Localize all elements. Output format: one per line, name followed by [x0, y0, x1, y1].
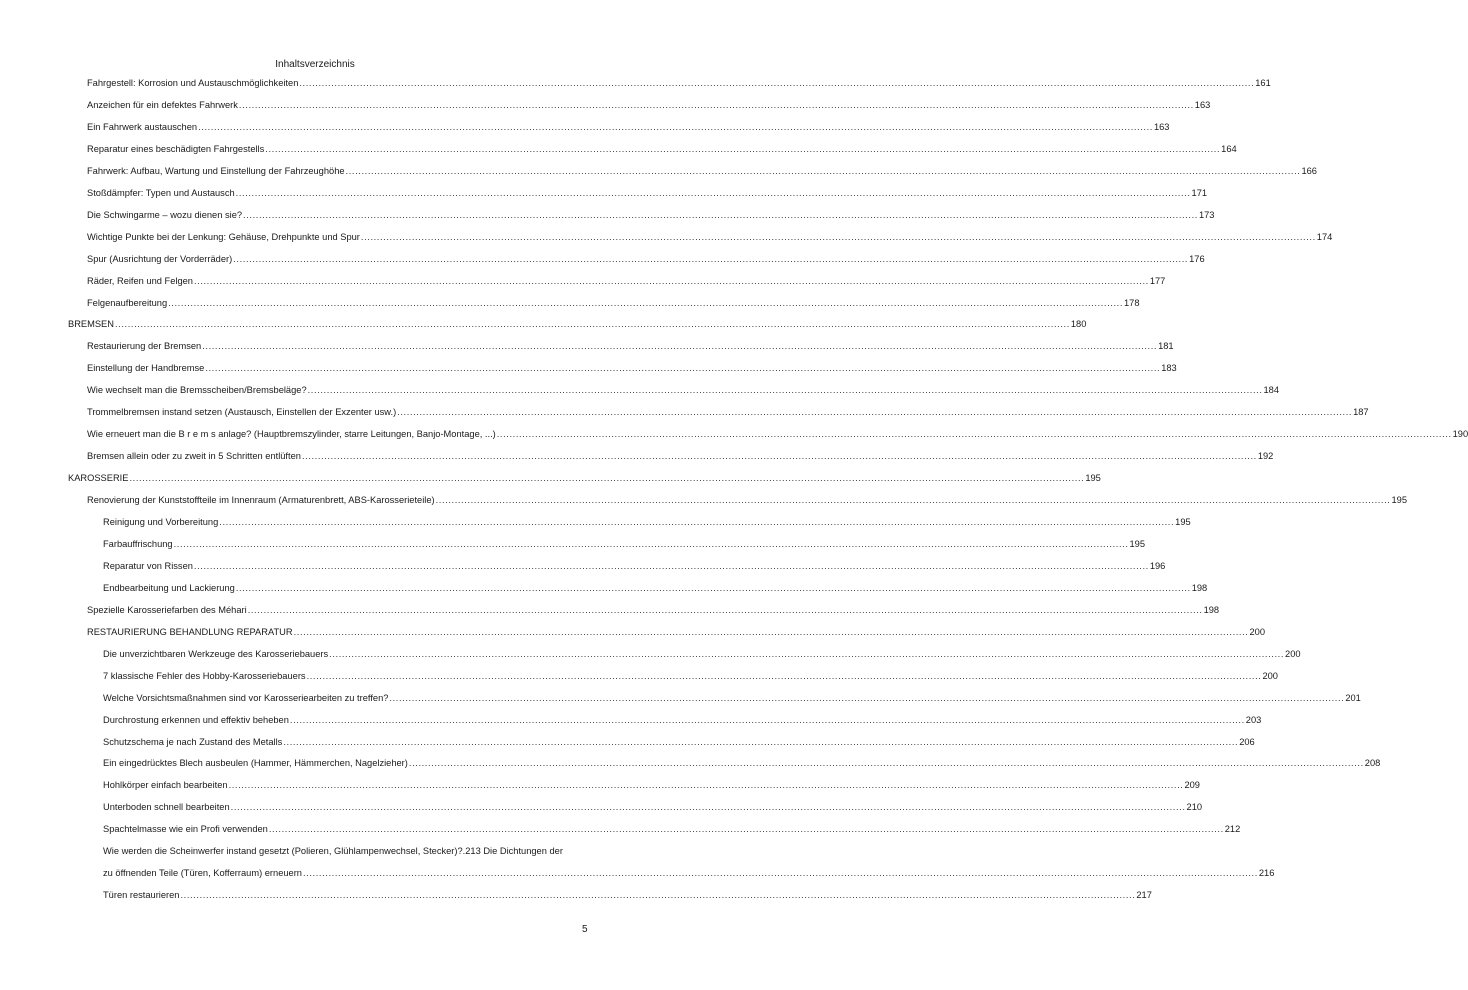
toc-entry[interactable]: [87, 604, 1220, 616]
toc-entry-title: Wichtige Punkte bei der Lenkung: Gehäuse, Drehpunkte und Spur: [87, 232, 360, 242]
toc-entry-title: Die Schwingarme – wozu dienen sie?: [87, 210, 243, 220]
toc-entry-page: 180: [1070, 319, 1087, 329]
toc-leader-dots: ............................................................................................................................................................................................................................................................................................................: [283, 737, 1239, 747]
toc-entry[interactable]: [87, 99, 1211, 111]
toc-entry-page: 217: [1136, 890, 1152, 900]
toc-entry-page: 166: [1301, 166, 1317, 176]
toc-entry-page: 171: [1191, 188, 1208, 198]
toc-entry-page: 200: [1262, 671, 1278, 681]
toc-entry[interactable]: [103, 714, 1262, 726]
toc-leader-dots: ............................................................................................................................................................................................................................................................................................................: [408, 758, 1364, 768]
toc-entry-page: 183: [1161, 363, 1177, 373]
toc-entry-page: 195: [1391, 495, 1407, 505]
toc-leader-dots: ............................................................................................................................................................................................................................................................................................................: [235, 188, 1191, 198]
toc-entry[interactable]: [87, 450, 1274, 462]
toc-entry-page: 196: [1149, 561, 1166, 571]
toc-entry[interactable]: [103, 516, 1191, 528]
toc-leader-dots: ............................................................................................................................................................................................................................................................................................................: [173, 539, 1129, 549]
toc-entry-page: 195: [1129, 539, 1146, 549]
toc-entry-page: 173: [1198, 210, 1215, 220]
toc-entry-title: Reparatur von Rissen: [103, 561, 193, 571]
toc-entry[interactable]: [87, 165, 1317, 177]
toc-entry[interactable]: [103, 560, 1166, 572]
toc-entry[interactable]: [103, 736, 1255, 748]
toc-entry-title: Bremsen allein oder zu zweit in 5 Schritten entlüften: [87, 451, 301, 461]
toc-leader-dots: ............................................................................................................................................................................................................................................................................................................: [230, 802, 1186, 812]
toc-entry-title: Reparatur eines beschädigten Fahrgestells: [87, 144, 265, 154]
toc-entry[interactable]: [103, 538, 1146, 550]
toc-leader-dots: ............................................................................................................................................................................................................................................................................................................: [306, 671, 1262, 681]
toc-leader-dots: ............................................................................................................................................................................................................................................................................................................: [202, 341, 1158, 351]
toc-leader-dots: ............................................................................................................................................................................................................................................................................................................: [228, 780, 1184, 790]
toc-leader-dots: ............................................................................................................................................................................................................................................................................................................: [198, 122, 1153, 132]
toc-leader-dots: ............................................................................................................................................................................................................................................................................................................: [389, 693, 1345, 703]
toc-entry[interactable]: [103, 582, 1208, 594]
toc-leader-dots: ............................................................................................................................................................................................................................................................................................................: [496, 429, 1452, 439]
toc-leader-dots: ............................................................................................................................................................................................................................................................................................................: [268, 824, 1224, 834]
toc-entry[interactable]: [87, 187, 1208, 199]
toc-leader-dots: ............................................................................................................................................................................................................................................................................................................: [360, 232, 1316, 242]
toc-entry[interactable]: [87, 406, 1369, 418]
toc-entry-title: Hohlkörper einfach bearbeiten: [103, 780, 228, 790]
toc-entry-page: 176: [1189, 254, 1205, 264]
toc-entry[interactable]: [103, 823, 1241, 835]
toc-entry[interactable]: [103, 779, 1200, 791]
toc-entry-page: 178: [1124, 298, 1140, 308]
toc-entry-page: 201: [1345, 693, 1361, 703]
toc-leader-dots: ............................................................................................................................................................................................................................................................................................................: [235, 583, 1191, 593]
toc-entry-title: Die unverzichtbaren Werkzeuge des Karosseriebauers: [103, 649, 329, 659]
toc-entry-title: Reinigung und Vorbereitung: [103, 517, 219, 527]
toc-entry-title: Renovierung der Kunststoffteile im Innenraum (Armaturenbrett, ABS-Karosserieteile): [87, 495, 435, 505]
toc-entry-title: Felgenaufbereitung: [87, 298, 168, 308]
toc-entry-page: 163: [1153, 122, 1170, 132]
toc-leader-dots: ............................................................................................................................................................................................................................................................................................................: [301, 451, 1257, 461]
toc-leader-dots: ............................................................................................................................................................................................................................................................................................................: [114, 319, 1070, 329]
toc-entry[interactable]: [87, 384, 1280, 396]
toc-entry[interactable]: [87, 231, 1333, 243]
toc-entry-title: Farbauffrischung: [103, 539, 173, 549]
toc-entry-title: BREMSEN: [68, 319, 114, 329]
toc-entry[interactable]: [87, 494, 1407, 506]
toc-entry-title: Ein eingedrücktes Blech ausbeulen (Hammer, Hämmerchen, Nagelzieher): [103, 758, 408, 768]
toc-entry[interactable]: [87, 275, 1166, 287]
toc-entry-page: 195: [1175, 517, 1191, 527]
toc-entry-title: Unterboden schnell bearbeiten: [103, 802, 230, 812]
toc-entry[interactable]: [87, 121, 1170, 133]
toc-entry-page: 181: [1158, 341, 1174, 351]
toc-entry[interactable]: [103, 648, 1301, 660]
toc-entry[interactable]: [103, 801, 1203, 813]
toc-leader-dots: ............................................................................................................................................................................................................................................................................................................: [205, 363, 1161, 373]
toc-entry-title: Spezielle Karosseriefarben des Méhari: [87, 605, 247, 615]
toc-heading: Inhaltsverzeichnis: [275, 59, 355, 70]
toc-entry-title: Restaurierung der Bremsen: [87, 341, 202, 351]
toc-entry-title: Einstellung der Handbremse: [87, 363, 205, 373]
toc-leader-dots: ............................................................................................................................................................................................................................................................................................................: [129, 473, 1085, 483]
toc-entry[interactable]: [87, 297, 1140, 309]
toc-entry-title: Wie wechselt man die Bremsscheiben/Bremsbeläge?: [87, 385, 307, 395]
toc-entry-page: 200: [1285, 649, 1301, 659]
toc-entry-page: 209: [1184, 780, 1200, 790]
toc-entry-title: 7 klassische Fehler des Hobby-Karosseriebauers: [103, 671, 306, 681]
toc-entry-title: Wie erneuert man die B r e m s anlage? (Hauptbremszylinder, starre Leitungen, Banjo-Montage, ...): [87, 429, 496, 439]
toc-entry-page: 216: [1258, 868, 1275, 878]
toc-entry[interactable]: [87, 253, 1205, 265]
toc-entry[interactable]: [87, 143, 1237, 155]
toc-entry-page: 208: [1364, 758, 1381, 768]
toc-leader-dots: ............................................................................................................................................................................................................................................................................................................: [345, 166, 1301, 176]
toc-entry-title: Fahrgestell: Korrosion und Austauschmöglichkeiten: [87, 78, 299, 88]
toc-entry-title: Endbearbeitung und Lackierung: [103, 583, 235, 593]
toc-leader-dots: ............................................................................................................................................................................................................................................................................................................: [193, 276, 1149, 286]
toc-entry-title: Spachtelmasse wie ein Profi verwenden: [103, 824, 268, 834]
toc-leader-dots: ............................................................................................................................................................................................................................................................................................................: [193, 561, 1149, 571]
toc-entry[interactable]: [87, 428, 1468, 440]
toc-entry-page: 164: [1221, 144, 1237, 154]
toc-leader-dots: ............................................................................................................................................................................................................................................................................................................: [243, 210, 1198, 220]
toc-leader-dots: ............................................................................................................................................................................................................................................................................................................: [289, 715, 1245, 725]
toc-entry-page: 198: [1203, 605, 1220, 615]
toc-entry-title: Stoßdämpfer: Typen und Austausch: [87, 188, 235, 198]
toc-entry[interactable]: [68, 318, 1087, 330]
toc-entry-title: Spur (Ausrichtung der Vorderräder): [87, 254, 233, 264]
toc-entry-page: 210: [1186, 802, 1203, 812]
toc-entry-page: 163: [1194, 100, 1211, 110]
toc-entry[interactable]: [87, 77, 1271, 89]
toc-entry[interactable]: [103, 670, 1278, 682]
toc-entry-page: 195: [1085, 473, 1101, 483]
toc-leader-dots: ............................................................................................................................................................................................................................................................................................................: [299, 78, 1255, 88]
toc-entry-page: 212: [1224, 824, 1241, 834]
toc-entry-page: 187: [1353, 407, 1369, 417]
toc-entry[interactable]: [87, 626, 1265, 638]
toc-entry-title: Anzeichen für ein defektes Fahrwerk: [87, 100, 238, 110]
toc-leader-dots: ............................................................................................................................................................................................................................................................................................................: [238, 100, 1194, 110]
toc-entry[interactable]: [87, 340, 1174, 352]
toc-entry-page: 174: [1316, 232, 1333, 242]
toc-leader-dots: ............................................................................................................................................................................................................................................................................................................: [293, 627, 1249, 637]
toc-entry-page: 203: [1245, 715, 1262, 725]
toc-leader-dots: ............................................................................................................................................................................................................................................................................................................: [233, 254, 1189, 264]
toc-leader-dots: ............................................................................................................................................................................................................................................................................................................: [307, 385, 1263, 395]
toc-leader-dots: ............................................................................................................................................................................................................................................................................................................: [219, 517, 1175, 527]
toc-entry[interactable]: [103, 867, 1275, 879]
toc-entry[interactable]: [103, 692, 1361, 704]
toc-entry-title: Ein Fahrwerk austauschen: [87, 122, 198, 132]
toc-entry-title: zu öffnenden Teile (Türen, Kofferraum) erneuern: [103, 868, 302, 878]
toc-entry-page: 190: [1452, 429, 1468, 439]
toc-entry-title: Trommelbremsen instand setzen (Austausch, Einstellen der Exzenter usw.): [87, 407, 397, 417]
toc-entry-page: 177: [1149, 276, 1166, 286]
toc-entry[interactable]: [87, 209, 1215, 221]
toc-entry-page: 206: [1239, 737, 1255, 747]
toc-entry[interactable]: [103, 889, 1152, 901]
toc-leader-dots: ............................................................................................................................................................................................................................................................................................................: [247, 605, 1203, 615]
toc-leader-dots: ............................................................................................................................................................................................................................................................................................................: [397, 407, 1353, 417]
toc-entry[interactable]: [103, 757, 1381, 769]
toc-entry-title: Fahrwerk: Aufbau, Wartung und Einstellung der Fahrzeughöhe: [87, 166, 345, 176]
toc-entry-page: 192: [1257, 451, 1274, 461]
toc-entry-title: Schutzschema je nach Zustand des Metalls: [103, 737, 283, 747]
toc-leader-dots: ............................................................................................................................................................................................................................................................................................................: [435, 495, 1391, 505]
toc-entry-page: 161: [1255, 78, 1271, 88]
toc-entry[interactable]: [68, 472, 1101, 484]
toc-leader-dots: ............................................................................................................................................................................................................................................................................................................: [302, 868, 1258, 878]
page-number: 5: [582, 924, 588, 935]
toc-entry-title: Räder, Reifen und Felgen: [87, 276, 193, 286]
toc-entry-page: 184: [1263, 385, 1280, 395]
toc-entry-title: RESTAURIERUNG BEHANDLUNG REPARATUR: [87, 627, 293, 637]
toc-entry[interactable]: [87, 362, 1177, 374]
toc-entry-title: Welche Vorsichtsmaßnahmen sind vor Karosseriearbeiten zu treffen?: [103, 693, 389, 703]
toc-entry-title: Türen restaurieren: [103, 890, 180, 900]
toc-leader-dots: ............................................................................................................................................................................................................................................................................................................: [265, 144, 1221, 154]
toc-leader-dots: ............................................................................................................................................................................................................................................................................................................: [180, 890, 1136, 900]
toc-entry-page: 198: [1191, 583, 1208, 593]
toc-wrapped-line: Wie werden die Scheinwerfer instand gesetzt (Polieren, Glühlampenwechsel, Stecker)?.213 Die Dichtungen der: [103, 846, 563, 856]
toc-leader-dots: ............................................................................................................................................................................................................................................................................................................: [168, 298, 1124, 308]
toc-entry-title: KAROSSERIE: [68, 473, 129, 483]
toc-entry-title: Durchrostung erkennen und effektiv beheben: [103, 715, 289, 725]
toc-entry-page: 200: [1249, 627, 1265, 637]
toc-leader-dots: ............................................................................................................................................................................................................................................................................................................: [329, 649, 1285, 659]
